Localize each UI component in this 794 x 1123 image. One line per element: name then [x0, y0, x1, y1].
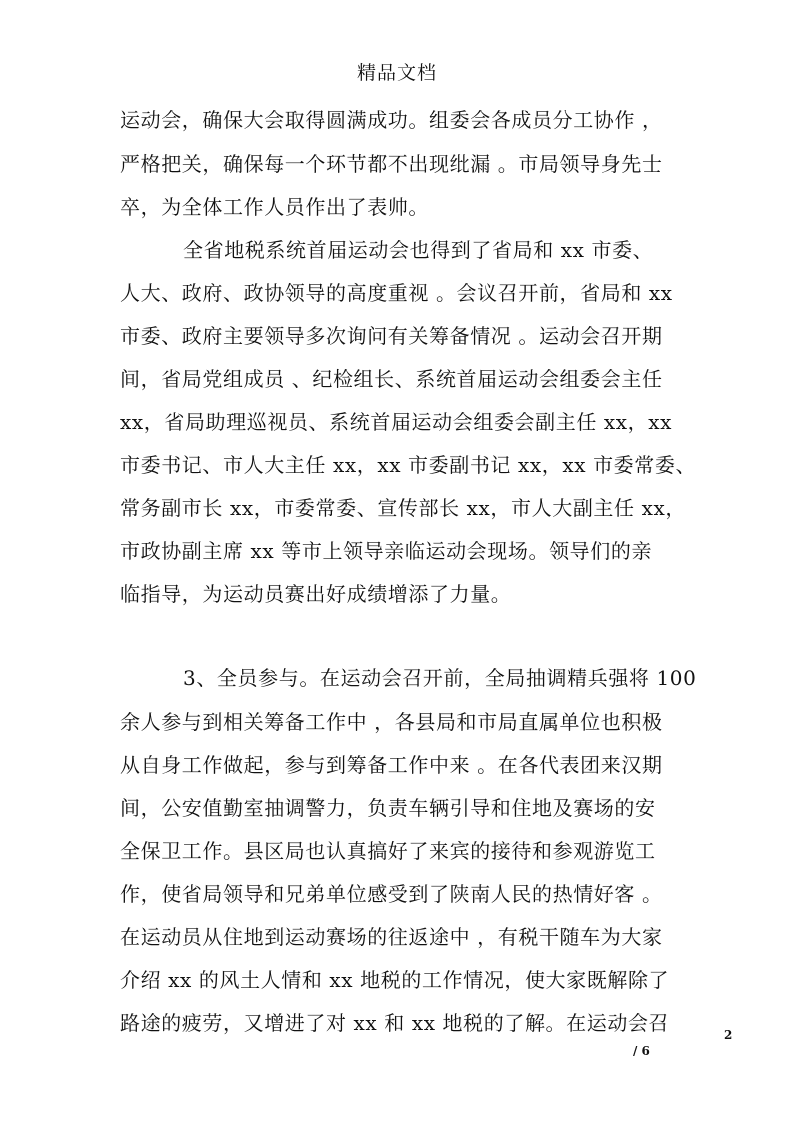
body-line: 间，公安值勤室抽调警力，负责车辆引导和住地及赛场的安 — [120, 796, 656, 820]
body-line: 人大、政府、政协领导的高度重视 。会议召开前，省局和 xx — [120, 281, 673, 305]
body-line: 路途的疲劳，又增进了对 xx 和 xx 地税的了解。在运动会召 — [120, 1011, 670, 1035]
body-line: 市委书记、市人大主任 xx，xx 市委副书记 xx，xx 市委常委、 — [120, 453, 697, 477]
body-line: 从自身工作做起，参与到筹备工作中来 。在各代表团来汉期 — [120, 753, 663, 777]
document-header-title: 精品文档 — [356, 62, 437, 84]
page-number: 2 — [724, 1028, 733, 1042]
body-line: 间，省局党组成员 、纪检组长、系统首届运动会组委会主任 — [120, 367, 663, 391]
body-line: 余人参与到相关筹备工作中 ，各县局和市局直属单位也积极 — [120, 710, 663, 734]
body-line: xx，省局助理巡视员、系统首届运动会组委会副主任 xx，xx — [120, 410, 673, 434]
body-line: 卒，为全体工作人员作出了表帅。 — [120, 195, 429, 219]
body-line: 临指导，为运动员赛出好成绩增添了力量。 — [120, 582, 512, 606]
body-line: 全保卫工作。县区局也认真搞好了来宾的接待和参观游览工 — [120, 839, 656, 863]
body-line: 市委、政府主要领导多次询问有关筹备情况 。运动会召开期 — [120, 324, 663, 348]
body-line: 严格把关，确保每一个环节都不出现纰漏 。市局领导身先士 — [120, 152, 663, 176]
body-line: 市政协副主席 xx 等市上领导亲临运动会现场。领导们的亲 — [120, 539, 653, 563]
paragraph-first-line: 全省地税系统首届运动会也得到了省局和 xx 市委、 — [183, 238, 654, 262]
paragraph-first-line: 3、全员参与。在运动会召开前，全局抽调精兵强将 100 — [183, 666, 697, 690]
body-line: 作，使省局领导和兄弟单位感受到了陕南人民的热情好客 。 — [120, 882, 663, 906]
body-line: 运动会，确保大会取得圆满成功。组委会各成员分工协作 ， — [120, 108, 663, 132]
body-line: 介绍 xx 的风土人情和 xx 地税的工作情况，使大家既解除了 — [120, 968, 670, 992]
body-line: 常务副市长 xx，市委常委、宣传部长 xx，市人大副主任 xx， — [120, 496, 686, 520]
page-count: / 6 — [633, 1044, 650, 1058]
body-line: 在运动员从住地到运动赛场的往返途中 ，有税干随车为大家 — [120, 925, 663, 949]
